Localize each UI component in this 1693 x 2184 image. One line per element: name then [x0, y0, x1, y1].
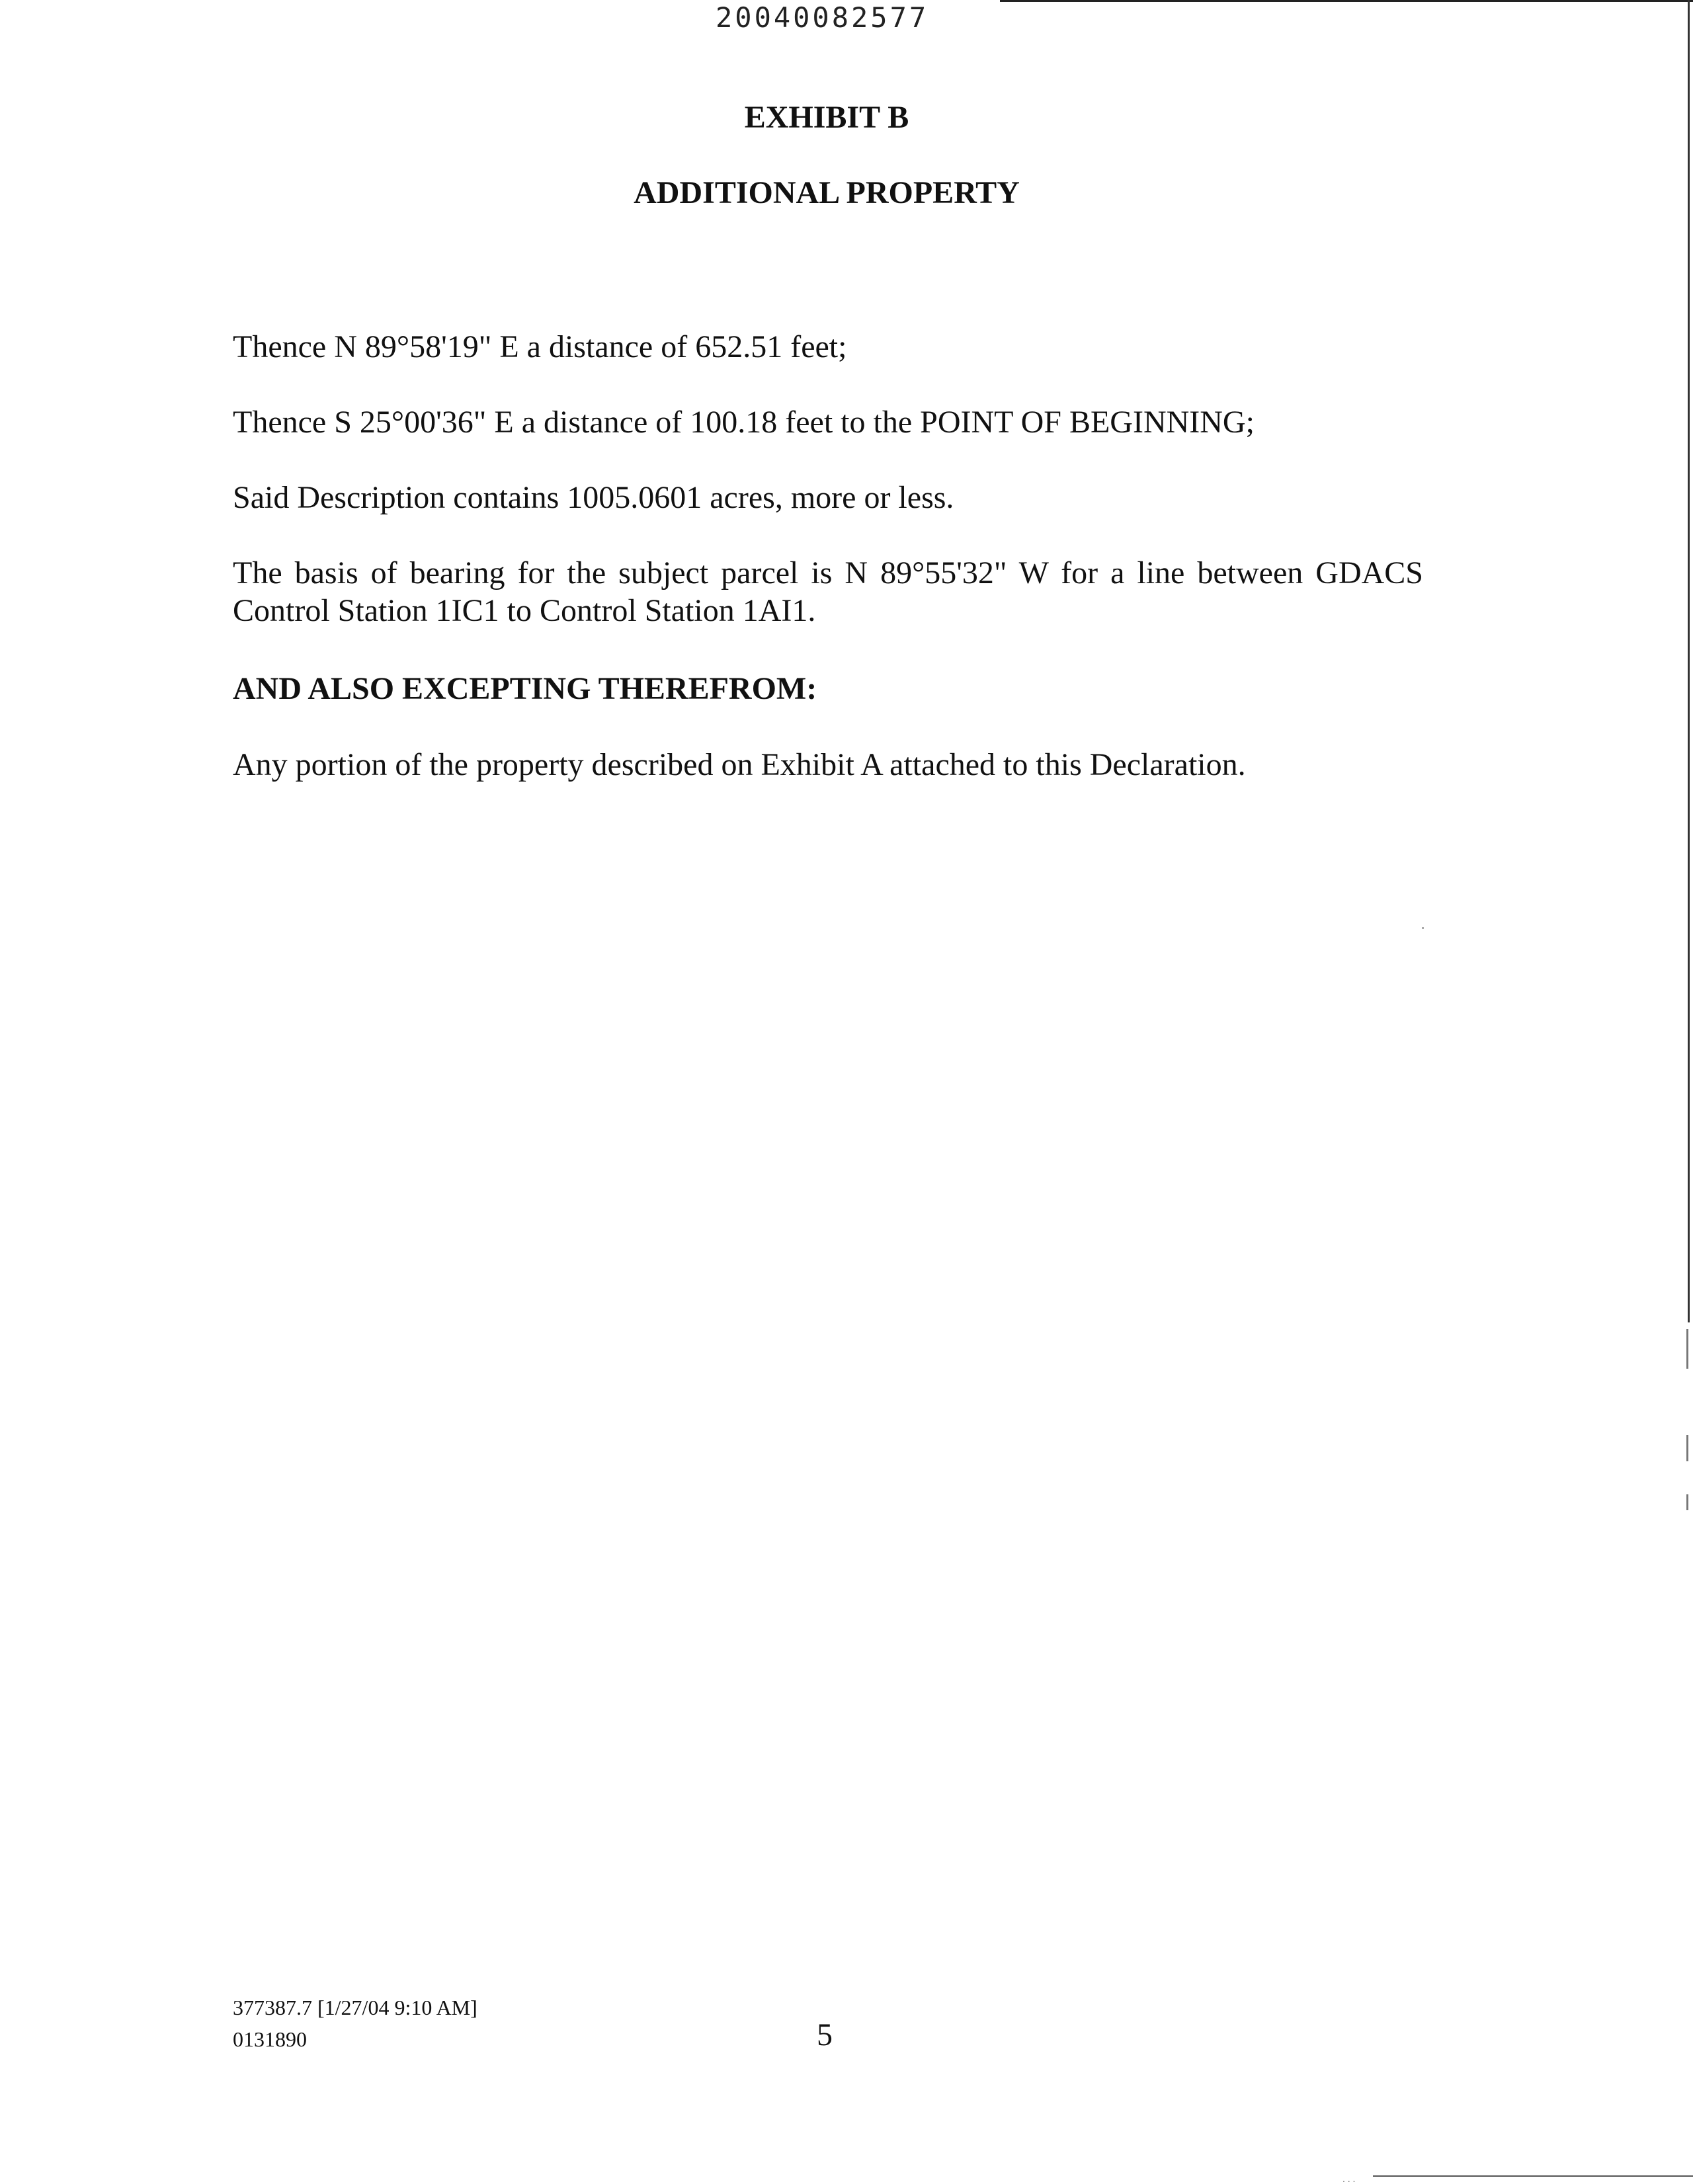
document-reference: 377387.7 [1/27/04 9:10 AM]: [233, 1996, 477, 2019]
bottom-border-line: [1373, 2175, 1693, 2177]
exhibit-title: EXHIBIT B: [744, 100, 909, 135]
section-heading: AND ALSO EXCEPTING THEREFROM:: [233, 671, 817, 706]
right-margin-mark: [1686, 1435, 1688, 1461]
exception-paragraph: Any portion of the property described on Exhibit A attached to this Declaration.: [233, 747, 1246, 782]
top-border-line: [1000, 0, 1693, 2]
body-paragraph: Said Description contains 1005.0601 acres, more or less.: [233, 480, 954, 515]
right-margin-mark: [1686, 1329, 1688, 1369]
right-border-line: [1688, 0, 1690, 1322]
scan-speck: [1422, 927, 1424, 929]
body-paragraph: Thence N 89°58'19" E a distance of 652.51 feet;: [233, 329, 847, 364]
basis-of-bearing-paragraph: The basis of bearing for the subject parcel is N 89°55'32" W for a line between GDACS Control Station 1IC1 to Control Station 1AI1.: [233, 555, 1423, 628]
client-number: 0131890: [233, 2027, 307, 2051]
exhibit-subtitle: ADDITIONAL PROPERTY: [634, 175, 1020, 210]
recording-number: 20040082577: [716, 1, 929, 34]
bottom-scan-marks: . . .: [1342, 2173, 1356, 2184]
body-paragraph: Thence S 25°00'36" E a distance of 100.18 feet to the POINT OF BEGINNING;: [233, 405, 1255, 440]
page-number: 5: [817, 2017, 833, 2052]
right-margin-mark: [1686, 1494, 1688, 1510]
